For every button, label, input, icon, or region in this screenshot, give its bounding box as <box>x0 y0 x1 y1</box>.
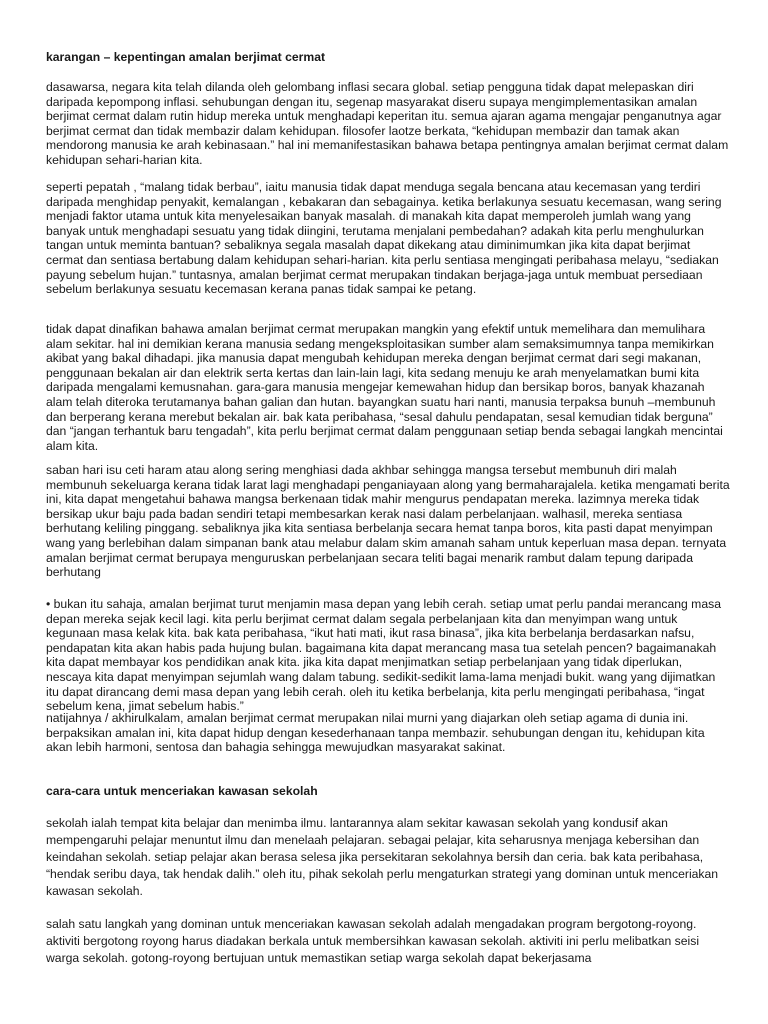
article-title-kawasan-sekolah: cara-cara untuk menceriakan kawasan sekolah <box>46 784 318 798</box>
paragraph-sekolah-intro: sekolah ialah tempat kita belajar dan menimba ilmu. lantarannya alam sekitar kawasan sekolah yang kondusif akan mempengaruhi pelajar menuntut ilmu dan menelaah pelajaran. sebagai pelajar, kita seharusnya menjaga kebersihan dan keindahan sekolah. setiap pelajar akan berasa selesa jika persekitaran sekolahnya bersih dan ceria. bak kata peribahasa, “hendak seribu daya, tak hendak dalih.” oleh itu, pihak sekolah perlu mengaturkan strategi yang dominan untuk menceriakan kawasan sekolah. <box>46 816 719 898</box>
paragraph-ceti-haram: saban hari isu ceti haram atau along sering menghiasi dada akhbar sehingga mangsa tersebut membunuh diri malah membunuh sekeluarga kerana tidak larat lagi menghadapi penganiayaan along yang bermaharajalela. ketika mengamati berita ini, kita dapat mengetahui bahawa mangsa berkenaan tidak mahir mengurus pendapatan mereka. lazimnya mereka tidak bersikap ukur baju pada badan sendiri tetapi membesarkan kerak nasi dalam perbelanjaan. walhasil, mereka sentiasa berhutang keliling pinggang. sebaliknya jika kita sentiasa berbelanja secara hemat tanpa boros, kita pasti dapat menyimpan wang yang berlebihan dalam simpanan bank atau melabur dalam skim amanah saham untuk keperluan masa depan. ternyata amalan berjimat cermat berupaya menguruskan perbelanjaan secara teliti bagai menarik rambut dalam tepung daripada berhutang <box>46 463 730 580</box>
paragraph-gotong-royong: salah satu langkah yang dominan untuk menceriakan kawasan sekolah adalah mengadakan program bergotong-royong. aktiviti bergotong royong harus diadakan berkala untuk membersihkan kawasan sekolah. aktiviti ini perlu melibatkan seisi warga sekolah. gotong-royong bertujuan untuk memastikan setiap warga sekolah dapat bekerjasama <box>46 917 700 965</box>
paragraph-intro: dasawarsa, negara kita telah dilanda oleh gelombang inflasi secara global. setiap pengguna tidak dapat melepaskan diri daripada kepompong inflasi. sehubungan dengan itu, segenap masyarakat diseru supaya mengimplementasikan amalan berjimat cermat dalam rutin hidup mereka untuk menghadapi keperitan itu. semua ajaran agama mengajar penganutnya agar berjimat cermat dan tidak membazir dalam kehidupan. filosofer laotze berkata, “kehidupan membazir dan tamak akan mendorong manusia ke arah kebinasaan.” hal ini memanifestasikan bahawa betapa pentingnya amalan berjimat cermat dalam kehidupan sehari-harian kita. <box>46 80 729 167</box>
paragraph-kecemasan: seperti pepatah , “malang tidak berbau”, iaitu manusia tidak dapat menduga segala bencana atau kecemasan yang terdiri daripada menghidap penyakit, kemalangan , kebakaran dan sebagainya. ketika berlakunya sesuatu kecemasan, wang sering menjadi faktor utama untuk kita menyelesaikan banyak masalah. di manakah kita dapat memperoleh jumlah wang yang banyak untuk menghadapi sesuatu yang tidak diingini, terutama menjalani pembedahan? adakah kita perlu menghulurkan tangan untuk meminta bantuan? sebaliknya segala masalah dapat dikekang atau diminimumkan jika kita dapat berjimat cermat dan sentiasa bertabung dalam kehidupan sehari-harian. kita perlu sentiasa mengingati peribahasa melayu, “sediakan payung sebelum hujan.” tuntasnya, amalan berjimat cermat merupakan tindakan berjaga-jaga untuk membuat persediaan sebelum berlakunya sesuatu kecemasan kerana panas tidak sampai ke petang. <box>46 180 722 297</box>
paragraph-masa-depan: • bukan itu sahaja, amalan berjimat turut menjamin masa depan yang lebih cerah. setiap umat perlu pandai merancang masa depan mereka sejak kecil lagi. kita perlu berjimat cermat dalam segala perbelanjaan kita dan menyimpan wang untuk kegunaan masa kelak kita. bak kata peribahasa, “ikut hati mati, ikut rasa binasa”, jika kita berbelanja berdasarkan nafsu, pendapatan kita akan habis pada hujung bulan. bagaimana kita dapat merancang masa tua setelah pencen? bagaimanakah kita dapat membayar kos pendidikan anak kita. jika kita dapat menjimatkan setiap perbelanjaan yang tidak diperlukan, nescaya kita dapat menyimpan sejumlah wang dalam tabung. sedikit-sedikit lama-lama menjadi bukit. wang yang dijimatkan itu dapat dirancang demi masa depan yang lebih cerah. oleh itu ketika berbelanja, kita perlu mengingati peribahasa, “ingat sebelum kena, jimat sebelum habis.” <box>46 597 721 714</box>
article-title-berjimat-cermat: karangan – kepentingan amalan berjimat cermat <box>46 50 326 64</box>
paragraph-alam-sekitar: tidak dapat dinafikan bahawa amalan berjimat cermat merupakan mangkin yang efektif untuk memelihara dan memulihara alam sekitar. hal ini demikian kerana manusia sedang mengeksploitasikan sumber alam semaksimumnya tanpa memikirkan akibat yang bakal dihadapi. jika manusia dapat mengubah kehidupan mereka dengan berjimat cermat dari segi makanan, penggunaan bekalan air dan elektrik serta kertas dan lain-lain lagi, kita sedang menuju ke arah menyelamatkan bumi kita daripada mengalami kemusnahan. gara-gara manusia mengejar kemewahan hidup dan bersikap boros, banyak khazanah alam telah diteroka terutamanya bahan galian dan hutan. bayangkan suatu hari nanti, manusia terpaksa bunuh –membunuh dan berperang kerana merebut bekalan air. bak kata peribahasa, “sesal dahulu pendapatan, sesal kemudian tidak berguna” dan “jangan terhantuk baru tengadah”, kita perlu berjimat cermat dalam penggunaan setiap benda sebagai langkah mencintai alam kita. <box>46 322 723 453</box>
paragraph-penutup: natijahnya / akhirulkalam, amalan berjimat cermat merupakan nilai murni yang diajarkan oleh setiap agama di dunia ini. berpaksikan amalan ini, kita dapat hidup dengan kesederhanaan tanpa membazir. sehubungan dengan itu, kehidupan kita akan lebih harmoni, sentosa dan bahagia sehingga mewujudkan masyarakat sakinat. <box>46 711 705 755</box>
